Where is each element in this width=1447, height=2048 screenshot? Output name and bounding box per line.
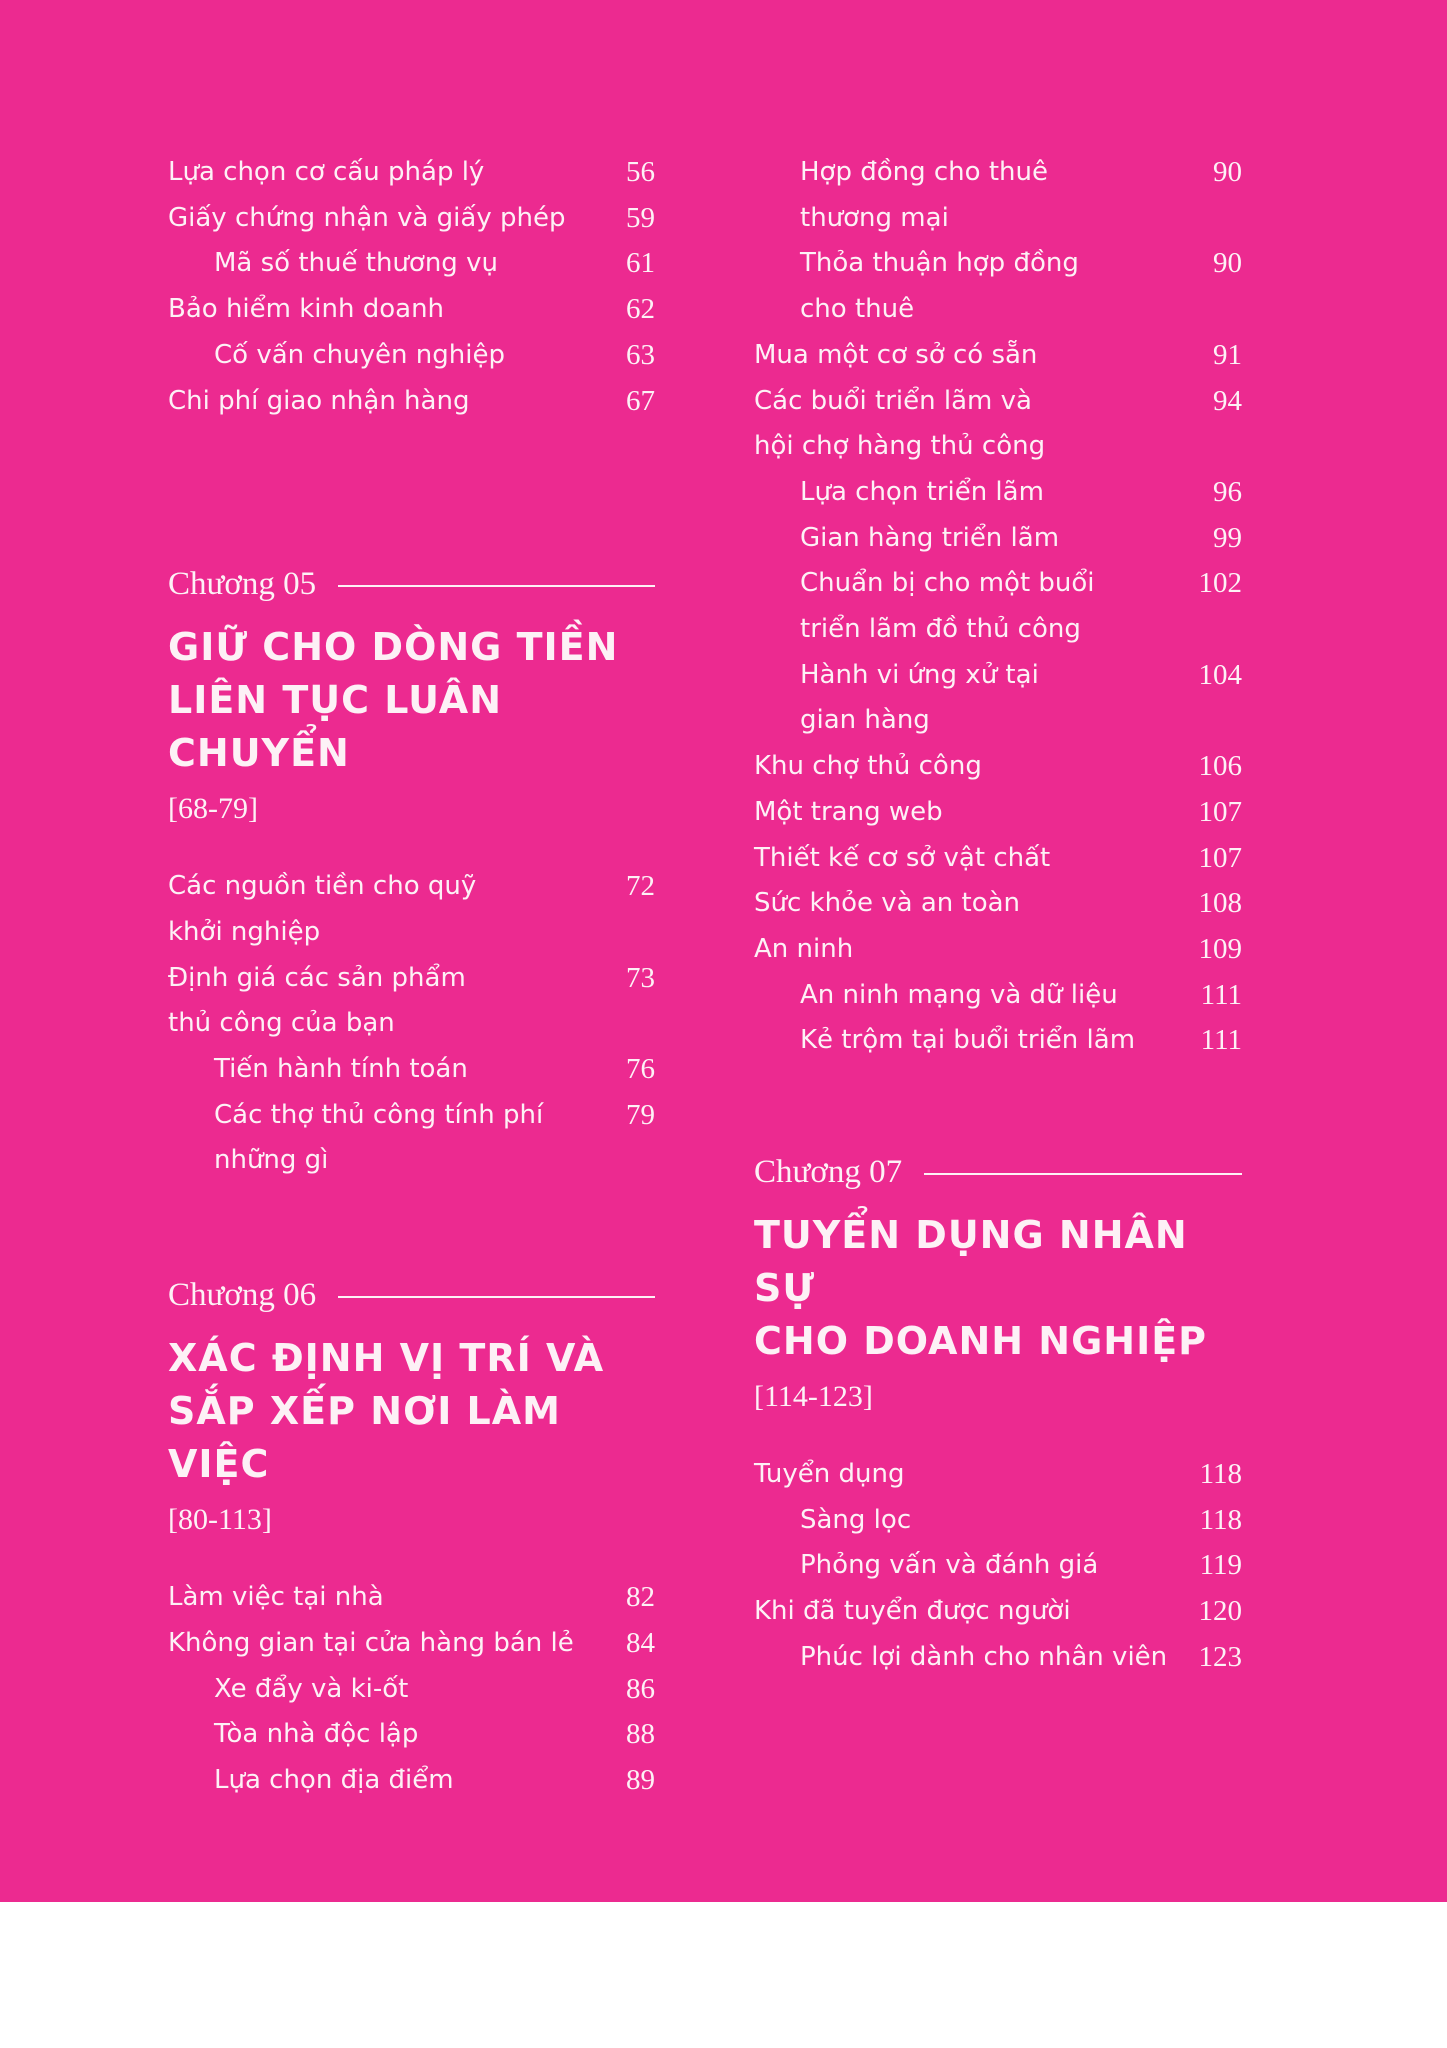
toc-entry [168,379,655,425]
chapter-title [168,1332,655,1491]
entry-title-cont: hội chợ hàng thủ công [754,431,1046,462]
entry-page: 56 [626,156,655,188]
chapter-rule [338,1296,655,1298]
entry-page: 62 [626,293,655,326]
toc-right-column [754,150,1242,1681]
entry-title: Phúc lợi dành cho nhân viên [800,1641,1168,1672]
chapter-title-line: TUYỂN DỤNG NHÂN SỰ [754,1213,1188,1311]
entry-page: 84 [626,1626,655,1659]
toc-entry [754,379,1242,470]
chapter-entries [168,864,655,1184]
entry-title: Giấy chứng nhận và giấy phép [168,202,566,233]
entry-title: Bảo hiểm kinh doanh [168,294,445,325]
chapter-title [754,1209,1242,1368]
entry-page: 76 [626,1053,655,1086]
entry-page: 91 [1213,338,1242,371]
entry-title: Mã số thuế thương vụ [214,248,498,279]
toc-entry [754,1589,1242,1635]
entry-title-cont: gian hàng [800,705,930,736]
toc-subentry [754,1498,1242,1544]
entry-title-cont: cho thuê [800,294,915,325]
entry-page: 104 [1198,658,1242,691]
entry-title: Khi đã tuyển được người [754,1596,1071,1627]
entry-title-cont: thương mại [800,202,949,233]
entry-title: Khu chợ thủ công [754,751,982,782]
toc-subentry [754,561,1242,652]
toc-subentry [754,470,1242,516]
toc-entry [168,956,655,1047]
entry-title-cont: triển lãm đồ thủ công [800,614,1081,645]
chapter-entries [168,1575,655,1804]
toc-entry [168,1621,655,1667]
entry-page: 111 [1200,1024,1242,1057]
entry-page: 102 [1198,567,1242,600]
toc-subentry [168,241,655,287]
chapter-title-line: GIỮ CHO DÒNG TIỀN [168,625,619,670]
entry-page: 99 [1213,521,1242,554]
entry-title: Sức khỏe và an toàn [754,888,1021,919]
chapter-rule [338,585,655,587]
entry-page: 111 [1200,978,1242,1011]
chapter-05 [168,561,655,1184]
entry-title-cont: những gì [214,1145,329,1176]
entry-page: 73 [626,961,655,994]
chapter-label [168,561,655,607]
entry-title: Tuyển dụng [754,1459,905,1490]
entry-title: Mua một cơ sở có sẵn [754,339,1038,370]
entry-page: 89 [626,1763,655,1796]
entry-title: Tòa nhà độc lập [214,1719,419,1750]
entry-page: 119 [1199,1549,1242,1582]
chapter-rule [924,1173,1242,1175]
entry-page: 120 [1198,1595,1242,1628]
page-bottom-margin [0,1902,1447,2048]
entry-page: 118 [1199,1503,1242,1536]
toc-subentry [754,1018,1242,1064]
entry-page: 72 [626,870,655,903]
entry-title: Một trang web [754,796,943,827]
entry-page: 118 [1199,1458,1242,1491]
entry-page: 107 [1198,795,1242,828]
toc-subentry [754,653,1242,744]
entry-title: Không gian tại cửa hàng bán lẻ [168,1627,574,1658]
toc-subentry [168,1667,655,1713]
chapter-title-line: CHO DOANH NGHIỆP [754,1319,1208,1364]
entry-title: Gian hàng triển lãm [800,522,1060,553]
chapter-title-line: LIÊN TỤC LUÂN CHUYỂN [168,678,502,776]
entry-title: Lựa chọn cơ cấu pháp lý [168,157,485,187]
entry-page: 109 [1198,932,1242,965]
toc-subentry [754,150,1242,241]
entry-page: 94 [1213,384,1242,417]
toc-entry [754,333,1242,379]
chapter-title [168,621,655,780]
toc-subentry [168,1712,655,1758]
entry-title: Cố vấn chuyên nghiệp [214,339,505,370]
toc-entry [168,1575,655,1621]
entry-title: Hành vi ứng xử tại [800,659,1039,690]
entry-title: Chuẩn bị cho một buổi [800,568,1095,599]
chapter-page-range: [68-79] [168,792,258,826]
chapter-label [168,1272,655,1318]
toc-entry [754,790,1242,836]
chapter-entries [754,1452,1242,1681]
entry-page: 82 [626,1581,655,1614]
entry-title-cont: khởi nghiệp [168,916,321,947]
toc-entry [754,881,1242,927]
entry-title: Thỏa thuận hợp đồng [800,248,1079,279]
toc-subentry [168,1047,655,1093]
entry-title: Sàng lọc [800,1504,912,1535]
chapter-page-range: [80-113] [168,1503,272,1537]
chapter-page-range: [114-123] [754,1380,873,1414]
entry-title: Lựa chọn triển lãm [800,476,1044,507]
entry-page: 106 [1198,750,1242,783]
entry-title: Xe đẩy và ki-ốt [214,1673,409,1704]
chapter-title-line: SẮP XẾP NƠI LÀM VIỆC [168,1389,561,1487]
toc-subentry [168,333,655,379]
toc-subentry [168,1758,655,1804]
toc-entry [168,287,655,333]
toc-entry [754,836,1242,882]
entry-title: Làm việc tại nhà [168,1582,384,1613]
chapter-label [754,1149,1242,1195]
entry-title: Các nguồn tiền cho quỹ [168,871,477,902]
entry-title: Các thợ thủ công tính phí [214,1099,544,1130]
entry-page: 67 [626,384,655,417]
entry-title: Hợp đồng cho thuê [800,157,1048,187]
toc-entry [754,744,1242,790]
chapter-07 [754,1149,1242,1681]
chapter-number: Chương 07 [754,1154,903,1191]
entry-title: Tiến hành tính toán [214,1054,468,1085]
entry-title: An ninh [754,933,854,964]
chapter-number: Chương 05 [168,566,317,603]
entry-page: 108 [1198,887,1242,920]
toc-left-column [168,150,655,1804]
toc-subentry [754,1635,1242,1681]
entry-page: 96 [1213,475,1242,508]
entry-title: Các buổi triển lãm và [754,385,1032,416]
toc-subentry [754,241,1242,332]
entry-page: 61 [626,247,655,280]
entry-page: 90 [1213,156,1242,188]
entry-title: Chi phí giao nhận hàng [168,385,470,416]
entry-page: 88 [626,1718,655,1751]
toc-entry [168,150,655,196]
chapter-number: Chương 06 [168,1277,317,1314]
entry-title-cont: thủ công của bạn [168,1008,395,1039]
entry-page: 63 [626,338,655,371]
chapter-06 [168,1272,655,1804]
toc-subentry [168,1093,655,1184]
entry-title: An ninh mạng và dữ liệu [800,979,1118,1010]
entry-title: Kẻ trộm tại buổi triển lãm [800,1025,1136,1056]
chapter-title-line: XÁC ĐỊNH VỊ TRÍ VÀ [168,1336,605,1381]
toc-entry [168,864,655,955]
entry-page: 86 [626,1672,655,1705]
toc-entry [754,1452,1242,1498]
toc-subentry [754,1543,1242,1589]
entry-title: Lựa chọn địa điểm [214,1764,454,1795]
entry-page: 107 [1198,841,1242,874]
toc-entry [754,927,1242,973]
entry-title: Định giá các sản phẩm [168,962,466,993]
entry-title: Phỏng vấn và đánh giá [800,1550,1099,1581]
toc-subentry [754,516,1242,562]
toc-entry [168,196,655,242]
entry-page: 59 [626,201,655,234]
entry-title: Thiết kế cơ sở vật chất [754,842,1051,873]
toc-subentry [754,973,1242,1019]
entry-page: 90 [1213,247,1242,280]
entry-page: 123 [1198,1640,1242,1673]
entry-page: 79 [626,1098,655,1131]
